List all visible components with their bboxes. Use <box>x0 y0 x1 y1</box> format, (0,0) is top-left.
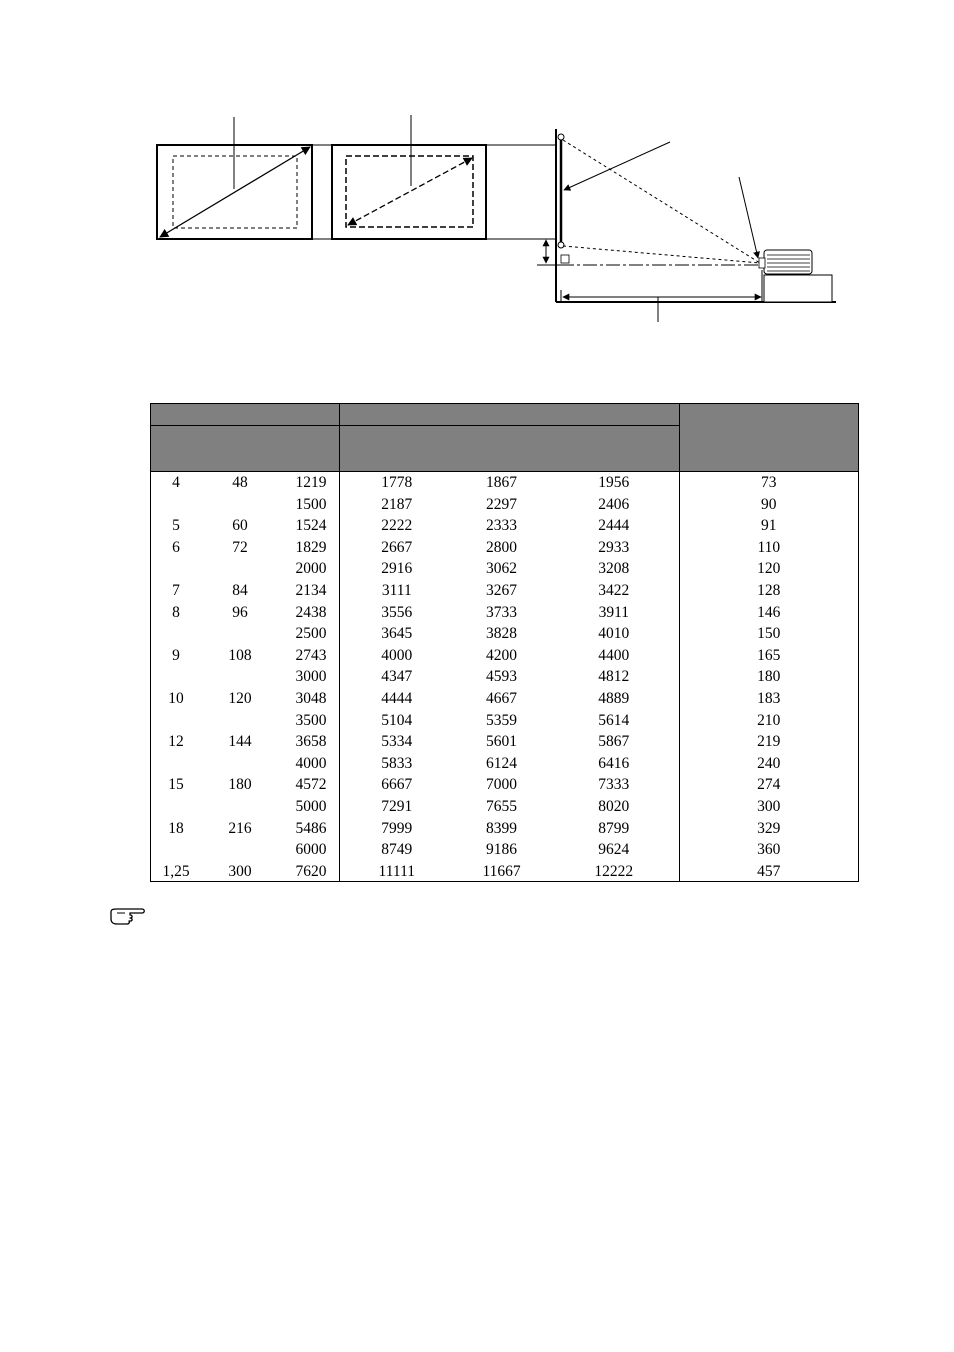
projection-rays <box>560 140 760 265</box>
size-ft-cell: 12 <box>168 733 184 751</box>
distance-max-cell: 3208 <box>549 558 679 580</box>
size-in-cell: 144 <box>228 733 252 751</box>
table-row <box>151 623 858 645</box>
distance-avg-cell: 3828 <box>486 625 518 643</box>
distance-avg-cell: 2297 <box>486 495 518 513</box>
distance-avg-cell: 5601 <box>486 733 518 751</box>
distance-min-cell: 3645 <box>381 625 413 643</box>
projector-icon <box>759 250 832 302</box>
table-row <box>151 472 858 494</box>
distance-indicator <box>561 270 762 322</box>
offset-cell: 128 <box>757 581 781 599</box>
size-ft-cell: 8 <box>172 603 180 621</box>
distance-min-cell: 7999 <box>381 819 413 837</box>
table-row <box>151 580 858 602</box>
size-in-cell <box>201 494 279 516</box>
size-mm-cell: 3658 <box>279 731 339 753</box>
distance-min-cell: 2222 <box>381 517 413 535</box>
size-in-cell <box>201 839 279 861</box>
distance-avg-cell: 4667 <box>486 689 518 707</box>
offset-cell: 300 <box>757 797 781 815</box>
offset-cell: 360 <box>757 841 781 859</box>
size-in-cell: 108 <box>228 646 252 664</box>
pointing-hand-icon <box>108 904 148 926</box>
table-row <box>151 645 858 667</box>
offset-cell: 165 <box>757 646 781 664</box>
distance-avg-cell: 7655 <box>486 797 518 815</box>
size-ft-cell <box>151 753 201 775</box>
distance-min-cell: 11111 <box>378 862 415 880</box>
distance-min-cell: 6667 <box>381 776 413 794</box>
size-ft-cell: 18 <box>168 819 184 837</box>
distance-avg-cell: 1867 <box>486 474 518 491</box>
size-mm-cell: 2000 <box>279 558 339 580</box>
size-mm-cell: 6000 <box>279 839 339 861</box>
distance-max-cell: 9624 <box>549 839 679 861</box>
distance-max-cell: 2406 <box>549 494 679 516</box>
subheader-distance <box>339 426 679 472</box>
distance-max-cell: 3422 <box>549 580 679 602</box>
distance-max-cell: 2933 <box>549 537 679 559</box>
size-in-cell: 120 <box>228 689 252 707</box>
distance-max-cell: 8799 <box>549 818 679 840</box>
table-row <box>151 666 858 688</box>
size-in-cell <box>201 796 279 818</box>
table-row <box>151 494 858 516</box>
size-mm-cell: 7620 <box>279 861 339 883</box>
table-row <box>151 818 858 840</box>
distance-max-cell: 3911 <box>549 602 679 624</box>
size-in-cell <box>201 666 279 688</box>
size-in-cell: 96 <box>232 603 248 621</box>
size-ft-cell: 1,25 <box>162 862 190 880</box>
offset-cell: 180 <box>757 668 781 686</box>
distance-min-cell: 7291 <box>381 797 413 815</box>
size-mm-cell: 1500 <box>279 494 339 516</box>
distance-avg-cell: 6124 <box>486 754 518 772</box>
distance-max-cell: 5867 <box>549 731 679 753</box>
distance-max-cell: 2444 <box>549 515 679 537</box>
header-screen-size <box>151 404 339 426</box>
size-ft-cell: 7 <box>172 581 180 599</box>
size-in-cell <box>201 753 279 775</box>
size-mm-cell: 3500 <box>279 710 339 732</box>
distance-min-cell: 4347 <box>381 668 413 686</box>
size-in-cell: 84 <box>232 581 248 599</box>
offset-cell: 210 <box>757 711 781 729</box>
distance-min-cell: 2916 <box>381 560 413 578</box>
offset-cell: 240 <box>757 754 781 772</box>
size-mm-cell: 4000 <box>279 753 339 775</box>
distance-max-cell: 1956 <box>549 472 679 494</box>
size-mm-cell: 1524 <box>279 515 339 537</box>
distance-max-cell: 6416 <box>549 753 679 775</box>
size-mm-cell: 2134 <box>279 580 339 602</box>
distance-avg-cell: 2333 <box>486 517 518 535</box>
table-row <box>151 839 858 861</box>
size-in-cell: 60 <box>232 517 248 535</box>
offset-cell: 457 <box>757 862 781 880</box>
offset-cell: 150 <box>757 625 781 643</box>
size-ft-cell <box>151 796 201 818</box>
offset-cell: 90 <box>761 495 777 513</box>
distance-avg-cell: 9186 <box>486 841 518 859</box>
size-mm-cell: 5000 <box>279 796 339 818</box>
distance-max-cell: 4889 <box>549 688 679 710</box>
distance-min-cell: 2187 <box>381 495 413 513</box>
distance-min-cell: 4000 <box>381 646 413 664</box>
table-row <box>151 537 858 559</box>
distance-avg-cell: 2800 <box>486 538 518 556</box>
size-ft-cell <box>151 558 201 580</box>
distance-min-cell: 8749 <box>381 841 413 859</box>
distance-min-cell: 5833 <box>381 754 413 772</box>
distance-min-cell: 3556 <box>381 603 413 621</box>
offset-cell: 91 <box>761 517 777 535</box>
distance-avg-cell: 3062 <box>486 560 518 578</box>
size-in-cell: 180 <box>228 776 252 794</box>
offset-cell: 329 <box>757 819 781 837</box>
screen-side-view <box>558 134 569 263</box>
distance-avg-cell: 8399 <box>486 819 518 837</box>
size-ft-cell <box>151 494 201 516</box>
size-ft-cell: 10 <box>168 689 184 707</box>
distance-avg-cell: 7000 <box>486 776 518 794</box>
table-row <box>151 515 858 537</box>
size-in-cell <box>201 710 279 732</box>
table-row <box>151 688 858 710</box>
size-mm-cell: 3048 <box>279 688 339 710</box>
table-header-row <box>151 404 858 426</box>
distance-min-cell: 1778 <box>381 474 413 491</box>
size-ft-cell <box>151 666 201 688</box>
table-row <box>151 731 858 753</box>
distance-max-cell: 8020 <box>549 796 679 818</box>
size-in-cell: 300 <box>228 862 252 880</box>
distance-max-cell: 4010 <box>549 623 679 645</box>
size-ft-cell <box>151 839 201 861</box>
size-ft-cell <box>151 623 201 645</box>
size-ft-cell: 15 <box>168 776 184 794</box>
size-mm-cell: 1219 <box>279 472 339 494</box>
distance-max-cell: 4400 <box>549 645 679 667</box>
table-row <box>151 602 858 624</box>
size-mm-cell: 5486 <box>279 818 339 840</box>
offset-cell: 183 <box>757 689 781 707</box>
size-mm-cell: 4572 <box>279 774 339 796</box>
distance-avg-cell: 4593 <box>486 668 518 686</box>
size-mm-cell: 3000 <box>279 666 339 688</box>
distance-min-cell: 2667 <box>381 538 413 556</box>
size-ft-cell: 5 <box>172 517 180 535</box>
size-in-cell: 48 <box>232 474 248 491</box>
offset-cell: 120 <box>757 560 781 578</box>
offset-cell: 110 <box>757 538 781 556</box>
header-offset <box>679 404 858 472</box>
table-row <box>151 710 858 732</box>
offset-cell: 146 <box>757 603 781 621</box>
distance-max-cell: 12222 <box>549 861 679 883</box>
size-in-cell <box>201 558 279 580</box>
size-ft-cell: 4 <box>172 474 180 491</box>
screen-4-3 <box>157 117 312 239</box>
table-row <box>151 861 858 883</box>
distance-min-cell: 5334 <box>381 733 413 751</box>
offset-cell: 274 <box>757 776 781 794</box>
distance-max-cell: 4812 <box>549 666 679 688</box>
distance-avg-cell: 3733 <box>486 603 518 621</box>
projection-diagram <box>0 0 954 340</box>
distance-avg-cell: 4200 <box>486 646 518 664</box>
distance-min-cell: 4444 <box>381 689 413 707</box>
size-mm-cell: 2743 <box>279 645 339 667</box>
size-mm-cell: 2500 <box>279 623 339 645</box>
size-in-cell: 216 <box>228 819 252 837</box>
distance-max-cell: 5614 <box>549 710 679 732</box>
header-distance <box>339 404 679 426</box>
distance-max-cell: 7333 <box>549 774 679 796</box>
distance-avg-cell: 3267 <box>486 581 518 599</box>
table-row <box>151 796 858 818</box>
size-in-cell: 72 <box>232 538 248 556</box>
screen-16-9 <box>332 115 486 239</box>
size-ft-cell <box>151 710 201 732</box>
table-row <box>151 558 858 580</box>
projection-table <box>150 403 859 882</box>
distance-avg-cell: 5359 <box>486 711 518 729</box>
distance-min-cell: 3111 <box>381 581 412 599</box>
subheader-size <box>151 426 339 472</box>
offset-cell: 73 <box>761 474 777 491</box>
offset-cell: 219 <box>757 733 781 751</box>
size-ft-cell: 9 <box>172 646 180 664</box>
size-mm-cell: 1829 <box>279 537 339 559</box>
distance-min-cell: 5104 <box>381 711 413 729</box>
size-in-cell <box>201 623 279 645</box>
distance-avg-cell: 11667 <box>482 862 521 880</box>
size-mm-cell: 2438 <box>279 602 339 624</box>
table-row <box>151 753 858 775</box>
size-ft-cell: 6 <box>172 538 180 556</box>
table-row <box>151 774 858 796</box>
